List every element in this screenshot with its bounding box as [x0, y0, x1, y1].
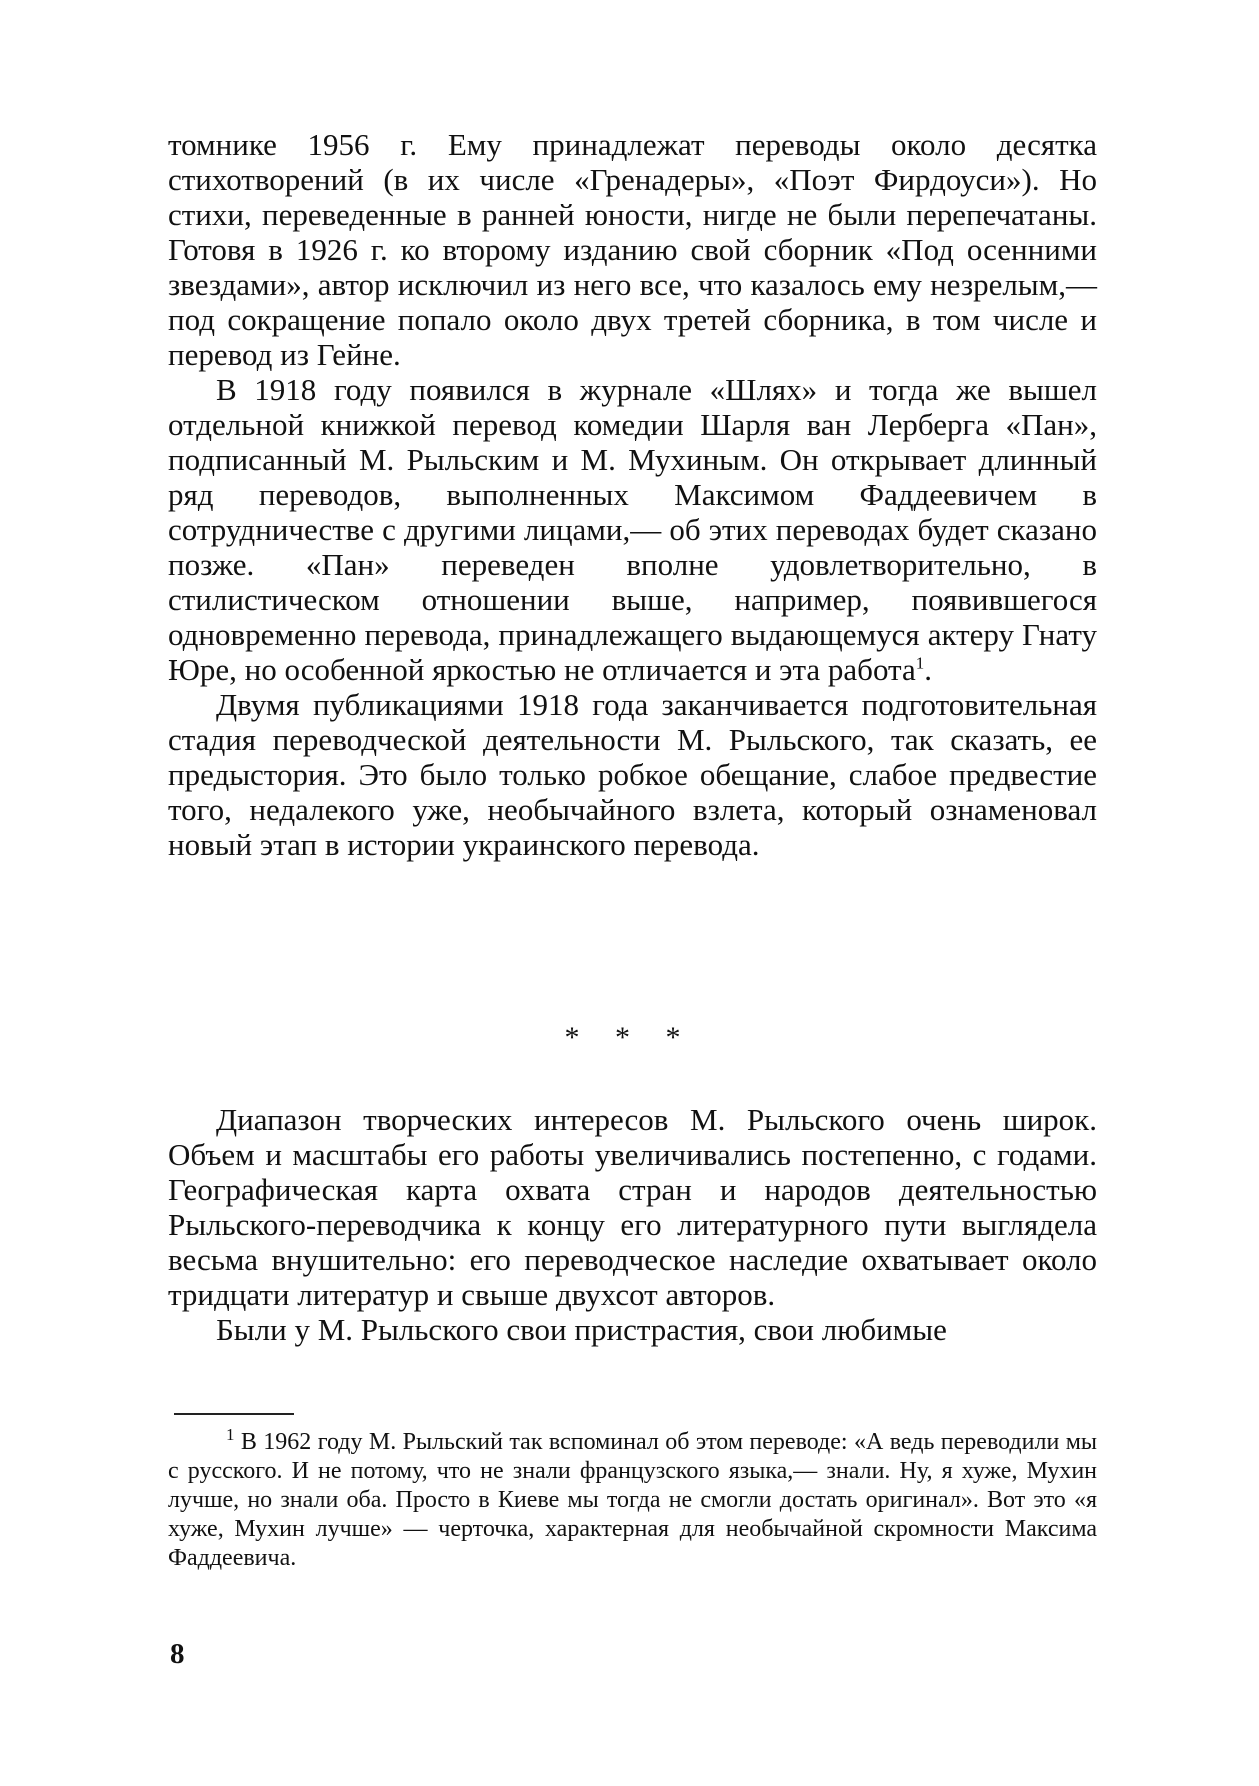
paragraph-continuation: томнике 1956 г. Ему принадлежат переводы около десятка стихотворений (в их числе «Гренадеры», «Поэт Фирдоуси»). Но стихи, переведенные в ранней юности, нигде не были перепечатаны. Готовя в 1926 г. ко второму изданию свой сборник «Под осенними звездами», автор исключил из него все, что казалось ему незрелым,— под сокращение попало около двух третей сборника, в том числе и перевод из Гейне. [168, 127, 1097, 372]
paragraph-pan-translation [168, 372, 1097, 687]
paragraph-preparatory-stage: Двумя публикациями 1918 года заканчивается подготовительная стадия переводческой деятельности М. Рыльского, так сказать, ее предыстория. Это было только робкое обещание, слабое предвестие того, недалекого уже, необычайного взлета, который ознаменовал новый этап в истории украинского перевода. [168, 687, 1097, 862]
footnote-text: В 1962 году М. Рыльский так вспоминал об этом переводе: «А ведь переводили мы с русского. И не потому, что не знали французского языка,— знали. Ну, я хуже, Мухин лучше, но знали оба. Просто в Киеве мы тогда не смогли достать оригинал». Вот это «я хуже, Мухин лучше» — черточка, характерная для необычайной скромности Максима Фаддеевича. [168, 1429, 1098, 1571]
footnote-1 [168, 1425, 1098, 1573]
footnotes [168, 1425, 1098, 1573]
paragraph-preferences: Были у М. Рыльского свои пристрастия, свои любимые [216, 1312, 947, 1347]
footnote-mark: 1 [226, 1425, 235, 1444]
paragraph-range-of-interests: Диапазон творческих интересов М. Рыльского очень широк. Объем и масштабы его работы увеличивались постепенно, с годами. Географическая карта охвата стран и народов деятельностью Рыльского-переводчика к концу его литературного пути выглядела весьма внушительно: его переводческое наследие охватывает около тридцати литератур и свыше двухсот авторов. [168, 1102, 1097, 1312]
paragraph-pan-end: . [924, 652, 932, 687]
section-separator: * * * [564, 1021, 695, 1054]
main-text-bottom [168, 1102, 1097, 1347]
main-text-top [168, 127, 1097, 862]
footnote-reference: 1 [915, 653, 925, 673]
paragraph-pan-text: В 1918 году появился в журнале «Шлях» и тогда же вышел отдельной книжкой перевод комедии Шарля ван Лерберга «Пан», подписанный М. Рыльским и М. Мухиным. Он открывает длинный ряд переводов, выполненных Максимом Фаддеевичем в сотрудничестве с другими лицами,— об этих переводах будет сказано позже. «Пан» переведен вполне удовлетворительно, в стилистическом отношении выше, например, появившегося одновременно перевода, принадлежащего выдающемуся актеру Гнату Юре, но особенной яркостью не отличается и эта работа [168, 372, 1097, 687]
footnote-divider [174, 1413, 294, 1415]
page-number: 8 [170, 1638, 185, 1670]
